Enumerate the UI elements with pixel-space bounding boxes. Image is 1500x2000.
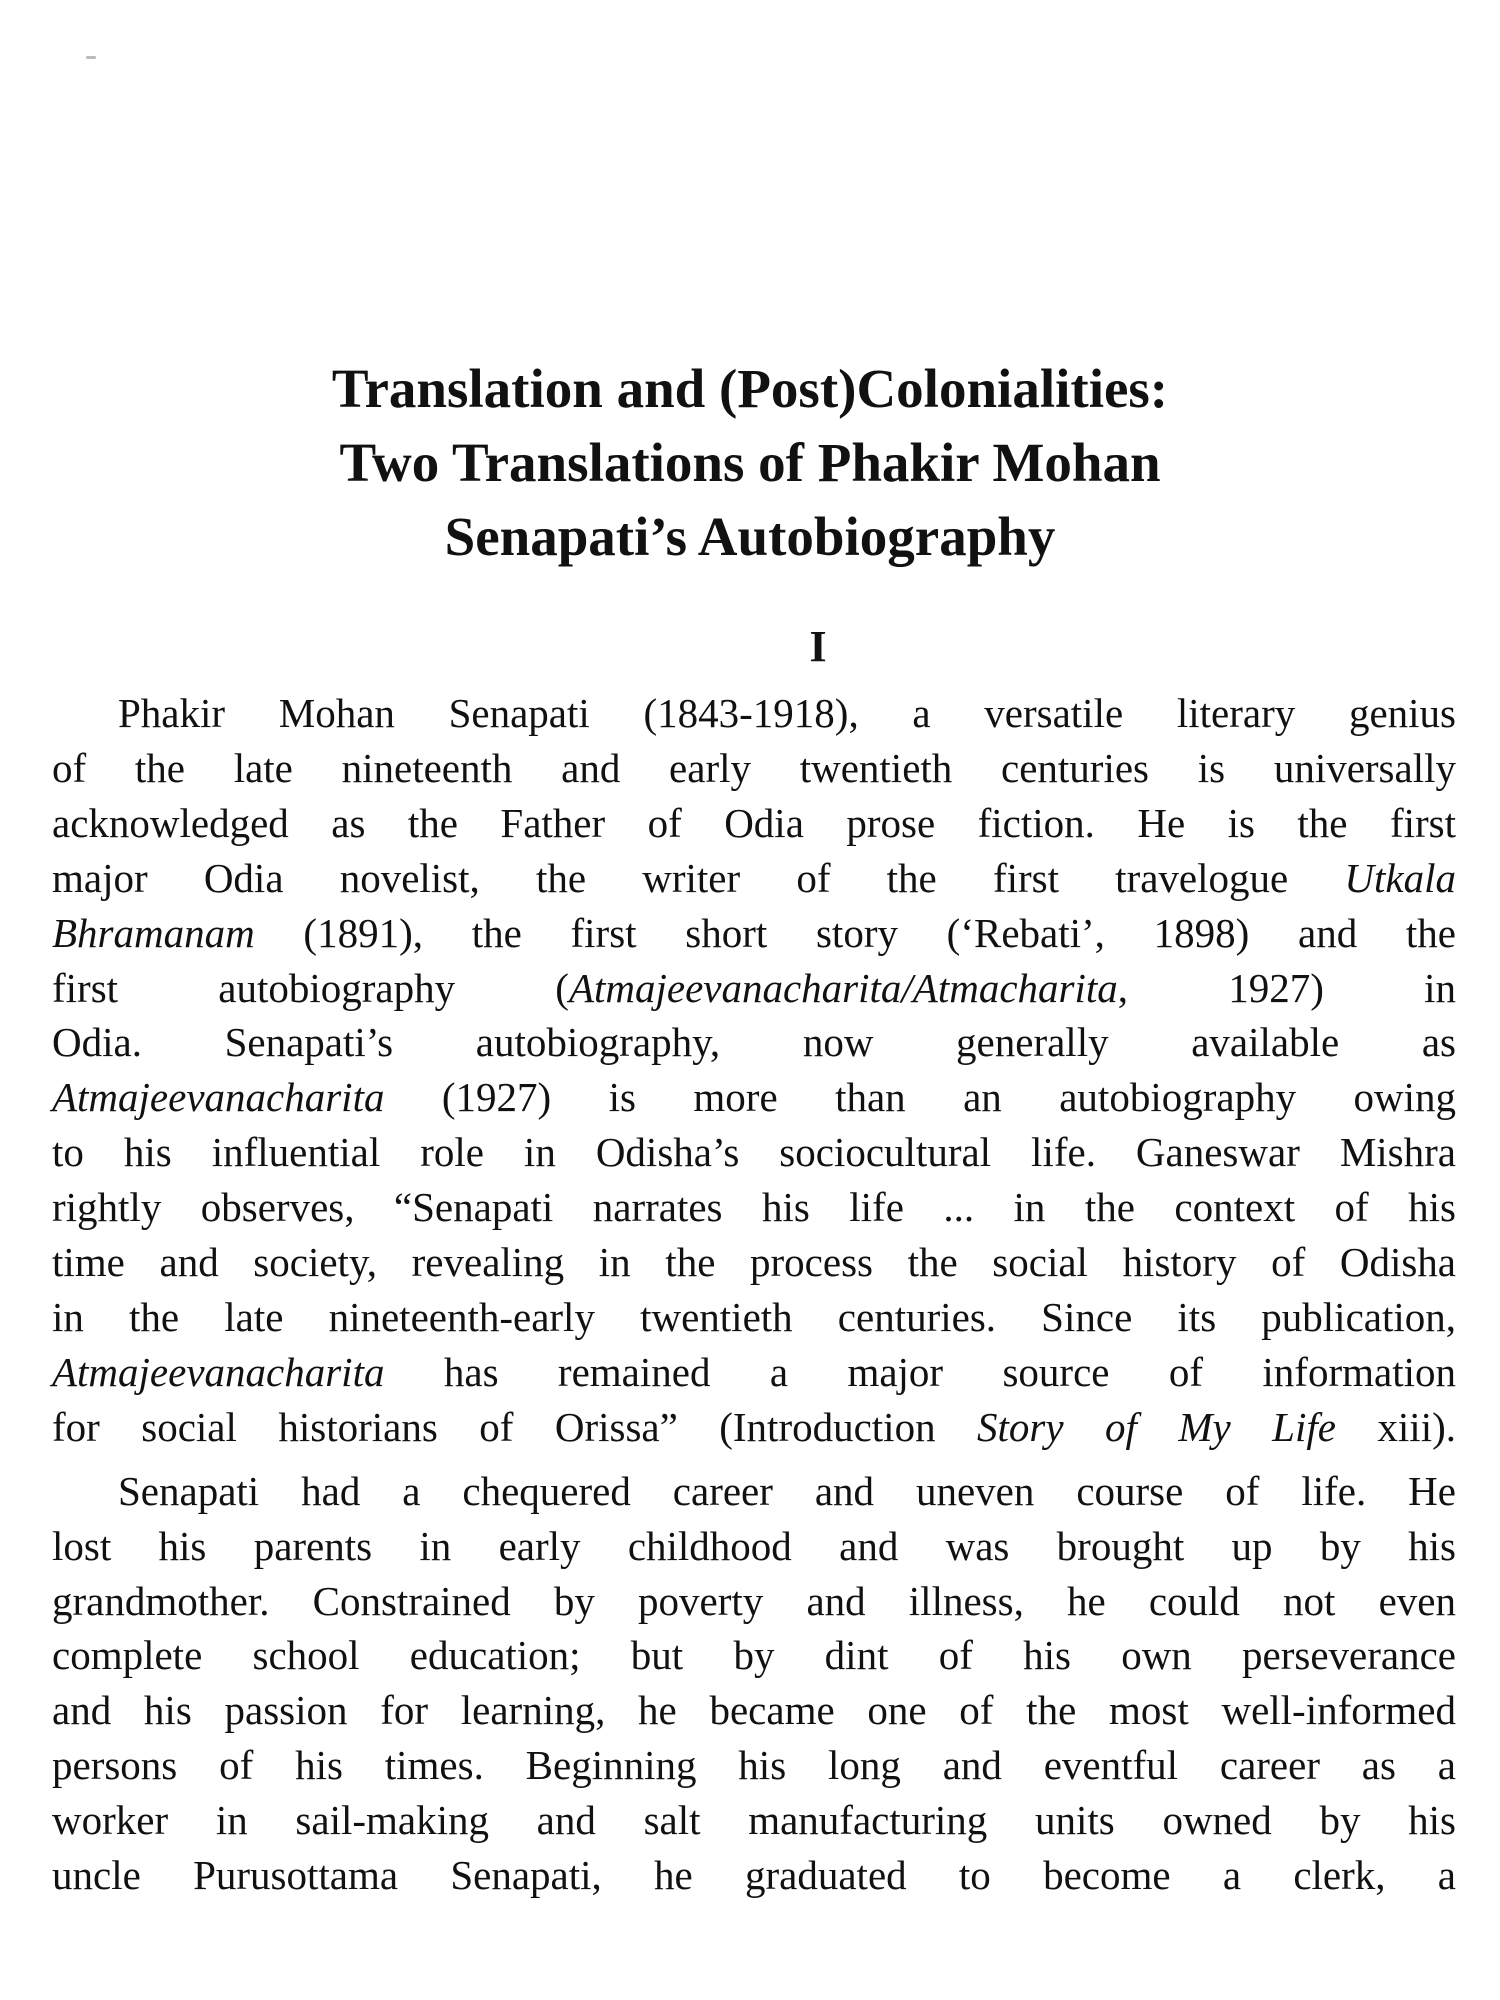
- paragraph-gap: [52, 1455, 1456, 1464]
- text-run: time and society, revealing in the process the social history of Odisha: [52, 1239, 1456, 1286]
- text-run: Phakir Mohan Senapati (1843-1918), a versatile literary genius: [118, 690, 1456, 736]
- text-run: major Odia novelist, the writer of the first travelogue: [52, 854, 1345, 901]
- paragraph-2-line: complete school education; but by dint of his own perseverance: [52, 1632, 1456, 1679]
- paragraph-2-line: lost his parents in early childhood and was brought up by his: [52, 1522, 1456, 1569]
- text-run: (1927) is more than an autobiography owing: [384, 1074, 1456, 1121]
- paragraph-1-line: [52, 796, 1456, 851]
- italic-title: Atmajeevanacharita: [52, 1074, 385, 1121]
- text-run: (1891), the first short story (‘Rebati’, 1898) and the: [254, 909, 1456, 956]
- italic-title: Story of My Life: [977, 1403, 1336, 1450]
- paragraph-1-line: [52, 851, 1456, 906]
- text-run: of the late nineteenth and early twentieth centuries is universally: [52, 744, 1456, 791]
- paragraph-2-line: grandmother. Constrained by poverty and illness, he could not even: [52, 1577, 1456, 1624]
- italic-title: Bhramanam: [52, 909, 255, 956]
- body-text: [52, 686, 1456, 1903]
- text-run: first autobiography (: [52, 964, 569, 1011]
- paragraph-2-line: Senapati had a chequered career and uneven course of life. He: [118, 1467, 1456, 1514]
- section-numeral: I: [809, 622, 827, 671]
- chapter-title-line-1: Translation and (Post)Colonialities:: [331, 358, 1169, 419]
- scan-speck: [86, 56, 96, 59]
- text-run: , 1927) in: [1117, 964, 1457, 1011]
- paragraph-1-line: [52, 1015, 1456, 1070]
- text-run: in the late nineteenth-early twentieth centuries. Since its publication,: [52, 1293, 1456, 1340]
- paragraph-1-line: [52, 1070, 1456, 1125]
- paragraph-1-line: [52, 1345, 1456, 1400]
- paragraph-2-line: uncle Purusottama Senapati, he graduated to become a clerk, a: [52, 1852, 1456, 1899]
- italic-title: Utkala: [1344, 854, 1456, 901]
- paragraph-1-line: [52, 961, 1456, 1016]
- italic-title: Atmajeevanacharita: [52, 1348, 385, 1395]
- paragraph-2-line: persons of his times. Beginning his long and eventful career as a: [52, 1742, 1456, 1789]
- paragraph-1-line: [52, 741, 1456, 796]
- paragraph-1-line: [52, 906, 1456, 961]
- paragraph-1-line: [52, 1235, 1456, 1290]
- paragraph-1-line: [52, 1125, 1456, 1180]
- text-run: has remained a major source of information: [384, 1348, 1456, 1395]
- paragraph-1-line: [52, 1400, 1456, 1455]
- text-run: for social historians of Orissa” (Introduction: [52, 1403, 978, 1450]
- text-run: xiii).: [1335, 1403, 1456, 1450]
- text-run: Odia. Senapati’s autobiography, now generally available as: [52, 1019, 1456, 1066]
- text-run: rightly observes, “Senapati narrates his life ... in the context of his: [52, 1184, 1456, 1231]
- chapter-title: [0, 352, 1500, 574]
- paragraph-2-line: and his passion for learning, he became one of the most well-informed: [52, 1687, 1456, 1734]
- chapter-title-line-3: Senapati’s Autobiography: [444, 506, 1056, 567]
- paragraph-1-line: [52, 1180, 1456, 1235]
- paragraph-2-line: worker in sail-making and salt manufacturing units owned by his: [52, 1797, 1456, 1844]
- italic-title: Atmajeevanacharita/Atmacharita: [568, 964, 1118, 1011]
- paragraph-1-line: [52, 686, 1456, 741]
- chapter-title-line-2: Two Translations of Phakir Mohan: [339, 432, 1161, 493]
- text-run: acknowledged as the Father of Odia prose fiction. He is the first: [52, 799, 1456, 846]
- text-run: to his influential role in Odisha’s sociocultural life. Ganeswar Mishra: [52, 1129, 1456, 1176]
- paragraph-1-line: [52, 1290, 1456, 1345]
